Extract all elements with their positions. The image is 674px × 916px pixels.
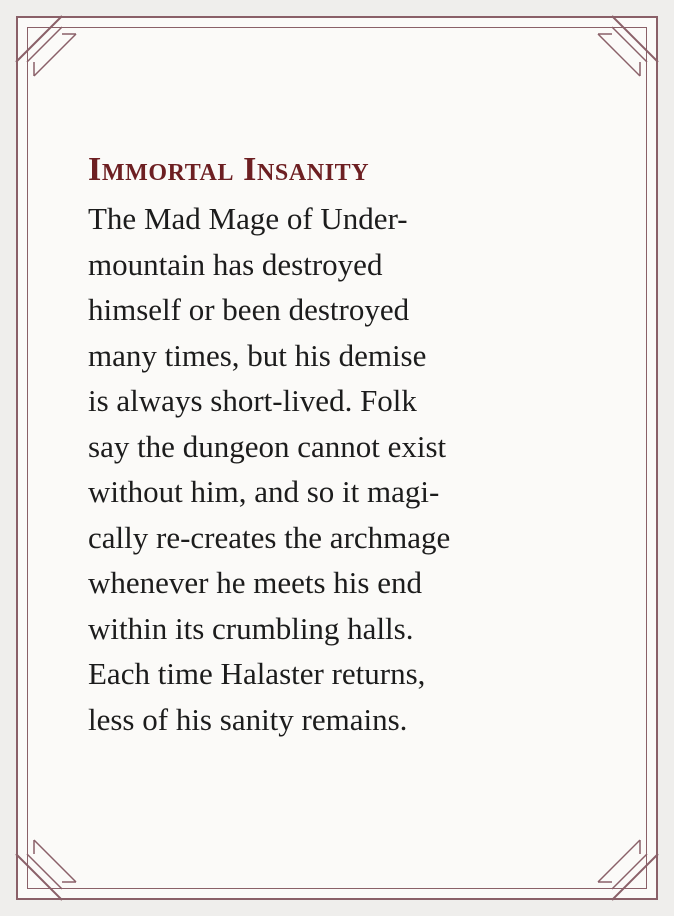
body-line: cally re-creates the archmage	[88, 519, 451, 555]
body-line: many times, but his demise	[88, 337, 427, 373]
card-body-text	[88, 196, 588, 742]
card-title: Immortal Insanity	[88, 151, 370, 188]
body-line: mountain has destroyed	[88, 246, 383, 282]
body-line: within its crumbling halls.	[88, 610, 414, 646]
body-line: Each time Halaster returns,	[88, 656, 426, 692]
body-line: less of his sanity remains.	[88, 701, 408, 737]
body-line: is always short-lived. Folk	[88, 383, 417, 419]
body-line: say the dungeon cannot exist	[88, 428, 447, 464]
card-content	[88, 150, 588, 742]
body-line: himself or been destroyed	[88, 292, 410, 328]
body-line: The Mad Mage of Under-	[88, 201, 408, 237]
body-line: whenever he meets his end	[88, 565, 422, 601]
body-line: without him, and so it magi-	[88, 474, 440, 510]
